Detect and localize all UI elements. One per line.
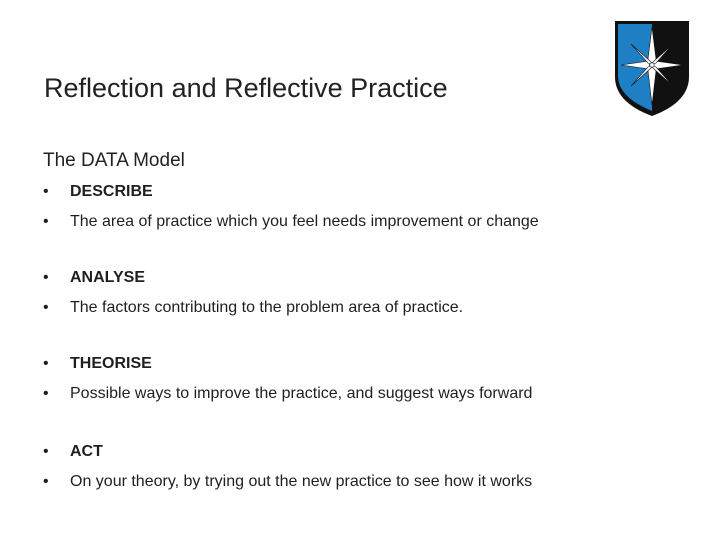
stage-detail: On your theory, by trying out the new practice to see how it works — [70, 473, 533, 490]
stage-heading-line — [43, 177, 693, 207]
stage-detail-line — [43, 379, 693, 409]
bullet: • — [43, 269, 49, 286]
stage-analyse — [43, 263, 693, 323]
bullet: • — [43, 183, 49, 200]
stage-heading: ANALYSE — [70, 269, 145, 286]
bullet: • — [43, 355, 49, 372]
stage-heading: THEORISE — [70, 355, 152, 372]
stage-theorise — [43, 349, 693, 409]
stage-heading-line — [43, 263, 693, 293]
stage-heading: ACT — [70, 443, 103, 460]
stage-detail: Possible ways to improve the practice, and suggest ways forward — [70, 385, 533, 402]
stage-heading-line — [43, 437, 693, 467]
bullet: • — [43, 473, 49, 490]
bullet: • — [43, 385, 49, 402]
stage-heading: DESCRIBE — [70, 183, 153, 200]
stage-detail-line — [43, 207, 693, 237]
stage-detail-line — [43, 467, 693, 497]
bullet: • — [43, 299, 49, 316]
stage-act — [43, 437, 693, 497]
bullet: • — [43, 213, 49, 230]
stage-detail: The factors contributing to the problem area of practice. — [70, 299, 464, 316]
stage-detail-line — [43, 293, 693, 323]
section-heading: The DATA Model — [43, 150, 185, 171]
stage-detail: The area of practice which you feel needs improvement or change — [70, 213, 539, 230]
slide-title: Reflection and Reflective Practice — [44, 73, 448, 103]
bullet: • — [43, 443, 49, 460]
stage-describe — [43, 177, 693, 237]
shield-compass-star-icon — [613, 19, 691, 117]
stage-heading-line — [43, 349, 693, 379]
